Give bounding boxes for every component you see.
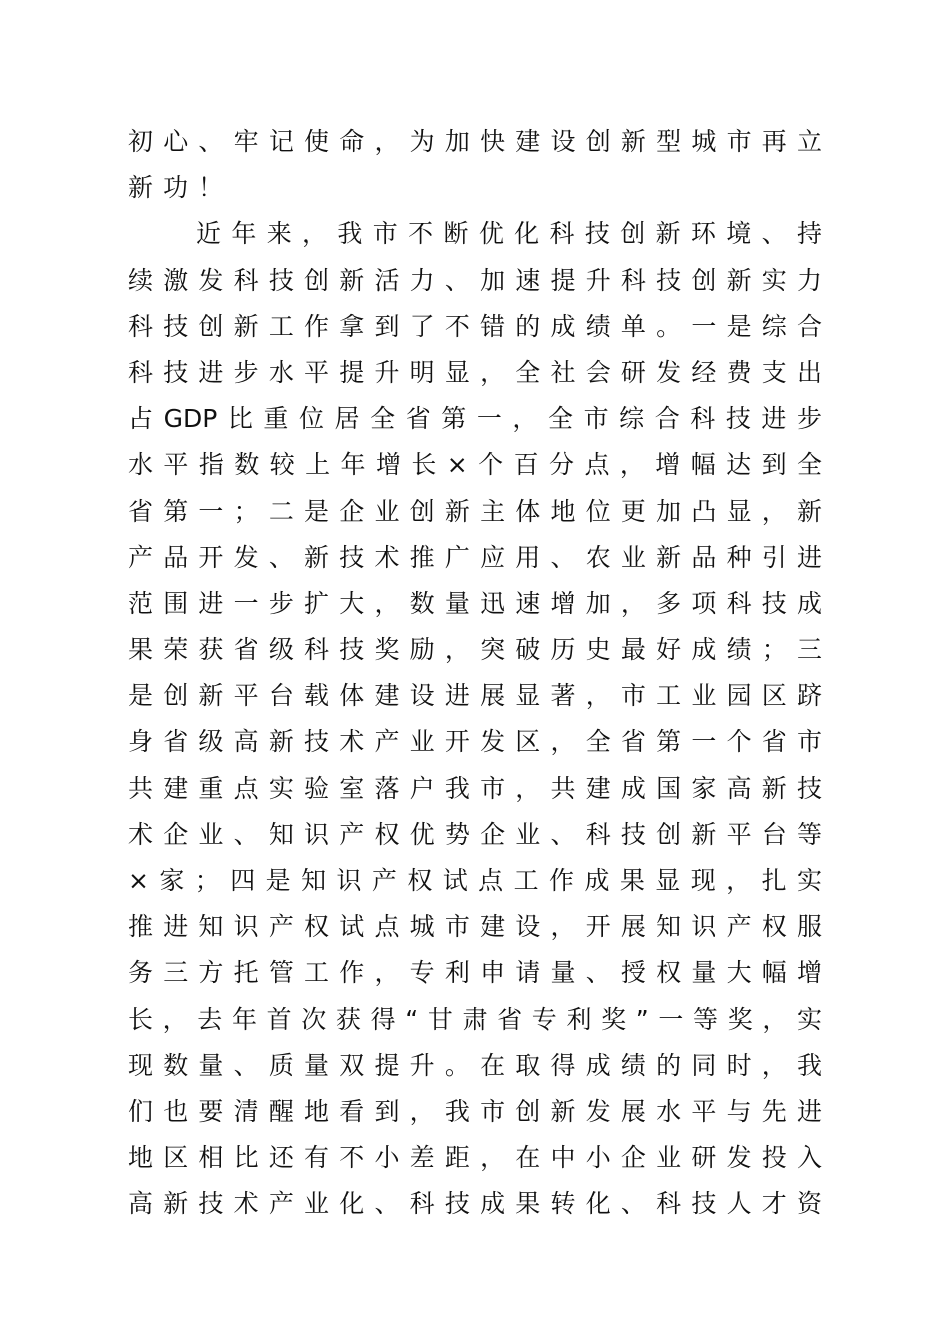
body-text [128, 119, 828, 1228]
text-line: 高新技术产业化、科技成果转化、科技人才资 [128, 1189, 822, 1219]
text-line: ×家；四是知识产权试点工作成果显现，扎实 [128, 866, 822, 895]
text-line: 们也要清醒地看到，我市创新发展水平与先进 [128, 1096, 822, 1126]
text-line: 占GDP比重位居全省第一，全市综合科技进步 [128, 404, 822, 434]
text-line: 水平指数较上年增长×个百分点，增幅达到全 [128, 450, 822, 480]
text-line: 续激发科技创新活力、加速提升科技创新实力 [128, 265, 822, 295]
text-line: 现数量、质量双提升。在取得成绩的同时，我 [128, 1050, 822, 1080]
text-line: 推进知识产权试点城市建设，开展知识产权服 [128, 912, 822, 942]
text-line: 果荣获省级科技奖励，突破历史最好成绩；三 [128, 635, 822, 665]
paragraph-first-line: 近年来，我市不断优化科技创新环境、持 [196, 219, 822, 249]
text-line: 是创新平台载体建设进展显著，市工业园区跻 [128, 681, 822, 711]
text-line: 术企业、知识产权优势企业、科技创新平台等 [128, 819, 822, 849]
text-line: 初心、牢记使命，为加快建设创新型城市再立 [128, 127, 822, 156]
text-line: 范围进一步扩大，数量迅速增加，多项科技成 [128, 588, 822, 618]
text-line: 产品开发、新技术推广应用、农业新品种引进 [128, 542, 822, 572]
text-line: 新功！ [128, 173, 234, 203]
text-line: 长，去年首次获得“甘肃省专利奖”一等奖，实 [128, 1004, 822, 1034]
text-line: 科技进步水平提升明显，全社会研发经费支出 [128, 357, 822, 387]
text-line: 科技创新工作拿到了不错的成绩单。一是综合 [128, 311, 822, 341]
text-line: 地区相比还有不小差距，在中小企业研发投入 [128, 1143, 822, 1173]
text-line: 务三方托管工作，专利申请量、授权量大幅增 [128, 958, 822, 988]
text-line: 省第一；二是企业创新主体地位更加凸显，新 [128, 496, 822, 526]
text-line: 共建重点实验室落户我市，共建成国家高新技 [128, 773, 822, 803]
text-line: 身省级高新技术产业开发区，全省第一个省市 [128, 727, 822, 757]
